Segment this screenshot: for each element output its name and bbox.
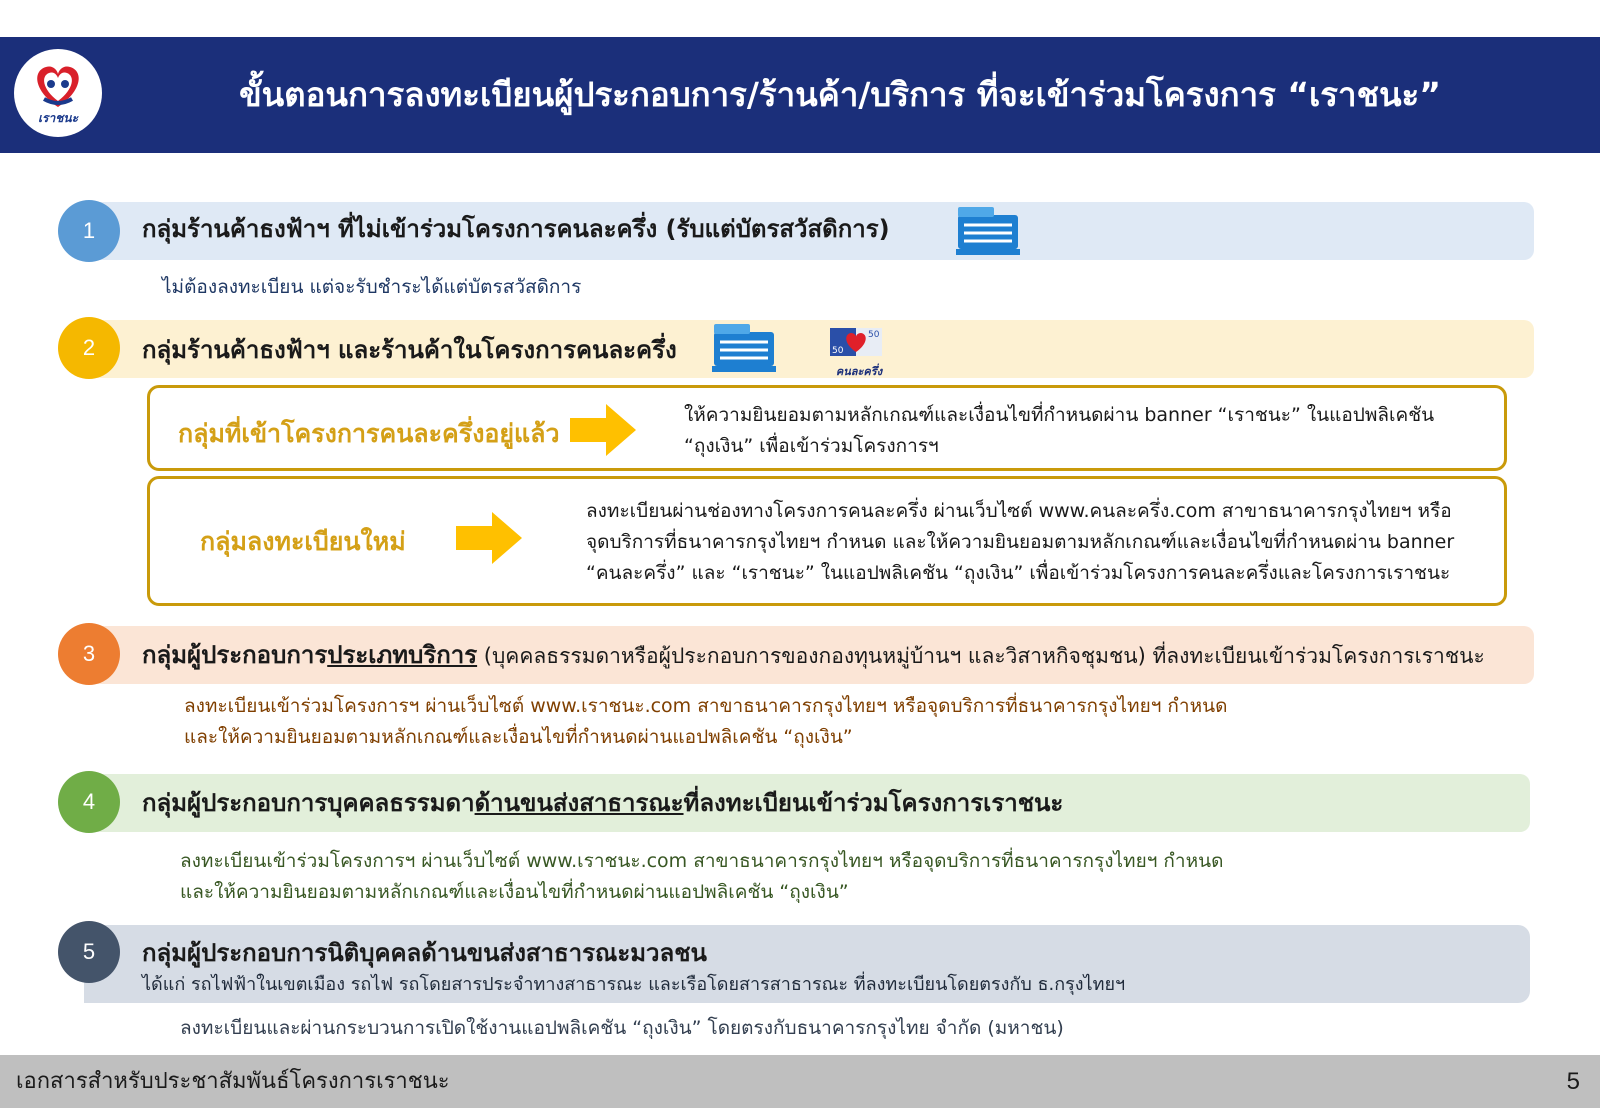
group-5-description: ลงทะเบียนและผ่านกระบวนการเปิดใช้งานแอปพลิเคชัน “ถุงเงิน” โดยตรงกับธนาคารกรุงไทย จำกัด (มหาชน) <box>180 1017 1064 1039</box>
group-5-title: กลุ่มผู้ประกอบการนิติบุคคลด้านขนส่งสาธารณะมวลชน <box>142 939 707 967</box>
subgroup-existing-text-line-1: ให้ความยินยอมตามหลักเกณฑ์และเงื่อนไขที่กำหนดผ่าน banner “เราชนะ” ในแอปพลิเคชัน <box>684 404 1435 426</box>
group-4-number: 4 <box>58 771 120 833</box>
group-4-title-prefix: กลุ่มผู้ประกอบการบุคคลธรรมดา <box>142 789 475 817</box>
arrow-right-icon <box>570 404 636 456</box>
subgroup-new-text-line-3: “คนละครึ่ง” และ “เราชนะ” ในแอปพลิเคชัน “ถุงเงิน” เพื่อเข้าร่วมโครงการคนละครึ่งและโครงการเราชนะ <box>586 562 1451 584</box>
group-4-title-suffix: ที่ลงทะเบียนเข้าร่วมโครงการเราชนะ <box>683 789 1064 817</box>
group-4-description-line-1: ลงทะเบียนเข้าร่วมโครงการฯ ผ่านเว็บไซต์ www.เราชนะ.com สาขาธนาคารกรุงไทยฯ หรือจุดบริการที่ธนาคารกรุงไทยฯ กำหนด <box>180 850 1224 872</box>
header-bar <box>0 37 1600 153</box>
group-5-subtitle: ได้แก่ รถไฟฟ้าในเขตเมือง รถไฟ รถโดยสารประจำทางสาธารณะ และเรือโดยสารสาธารณะ ที่ลงทะเบียนโดยตรงกับ ธ.กรุงไทยฯ <box>142 974 1126 995</box>
group-3-number: 3 <box>58 623 120 685</box>
group-3-description-line-1: ลงทะเบียนเข้าร่วมโครงการฯ ผ่านเว็บไซต์ www.เราชนะ.com สาขาธนาคารกรุงไทยฯ หรือจุดบริการที่ธนาคารกรุงไทยฯ กำหนด <box>184 695 1228 717</box>
blue-flag-shop-icon <box>952 205 1024 257</box>
group-4-title-underlined: ด้านขนส่งสาธารณะ <box>474 789 684 817</box>
footer-text: เอกสารสำหรับประชาสัมพันธ์โครงการเราชนะ <box>16 1069 450 1094</box>
group-2-number: 2 <box>58 317 120 379</box>
subgroup-new-text-line-2: จุดบริการที่ธนาคารกรุงไทยฯ กำหนด และให้ความยินยอมตามหลักเกณฑ์และเงื่อนไขที่กำหนดผ่าน banner <box>586 531 1455 553</box>
subgroup-new-label: กลุ่มลงทะเบียนใหม่ <box>200 527 406 556</box>
group-5-number: 5 <box>58 921 120 983</box>
subgroup-new-text-line-1: ลงทะเบียนผ่านช่องทางโครงการคนละครึ่ง ผ่านเว็บไซต์ www.คนละครึ่ง.com สาขาธนาคารกรุงไทยฯ หรือ <box>586 500 1452 522</box>
blue-flag-shop-icon <box>708 322 780 374</box>
page-number: 5 <box>1566 1068 1580 1095</box>
group-3-description-line-2: และให้ความยินยอมตามหลักเกณฑ์และเงื่อนไขที่กำหนดผ่านแอปพลิเคชัน “ถุงเงิน” <box>184 726 853 748</box>
half-half-label: คนละครึ่ง <box>835 365 883 378</box>
group-1-description: ไม่ต้องลงทะเบียน แต่จะรับชำระได้แต่บัตรสวัสดิการ <box>162 276 582 298</box>
svg-text:50: 50 <box>832 346 844 356</box>
svg-text:50: 50 <box>868 330 880 340</box>
page-title: ขั้นตอนการลงทะเบียนผู้ประกอบการ/ร้านค้า/บริการ ที่จะเข้าร่วมโครงการ “เราชนะ” <box>239 75 1441 114</box>
group-3-title-prefix: กลุ่มผู้ประกอบการ <box>142 641 328 669</box>
group-1-number: 1 <box>58 200 120 262</box>
footer-bar <box>0 1055 1600 1108</box>
logo-text: เราชนะ <box>37 111 79 125</box>
group-3-title-suffix: (บุคคลธรรมดาหรือผู้ประกอบการของกองทุนหมู่บ้านฯ และวิสาหกิจชุมชน) ที่ลงทะเบียนเข้าร่วมโครงการเราชนะ <box>477 644 1485 668</box>
arrow-right-icon <box>456 512 522 564</box>
subgroup-existing-text-line-2: “ถุงเงิน” เพื่อเข้าร่วมโครงการฯ <box>684 435 939 457</box>
group-2-title: กลุ่มร้านค้าธงฟ้าฯ และร้านค้าในโครงการคนละครึ่ง <box>142 336 677 364</box>
subgroup-existing-label: กลุ่มที่เข้าโครงการคนละครึ่งอยู่แล้ว <box>178 419 560 448</box>
group-3-title-underlined: ประเภทบริการ <box>327 641 478 669</box>
group-1-title: กลุ่มร้านค้าธงฟ้าฯ ที่ไม่เข้าร่วมโครงการคนละครึ่ง (รับแต่บัตรสวัสดิการ) <box>142 215 890 243</box>
half-half-icon <box>826 322 892 378</box>
group-3-title <box>142 638 1485 673</box>
group-4-title <box>142 786 1063 820</box>
group-4-description-line-2: และให้ความยินยอมตามหลักเกณฑ์และเงื่อนไขที่กำหนดผ่านแอปพลิเคชัน “ถุงเงิน” <box>180 881 849 903</box>
rachana-logo <box>14 49 102 137</box>
